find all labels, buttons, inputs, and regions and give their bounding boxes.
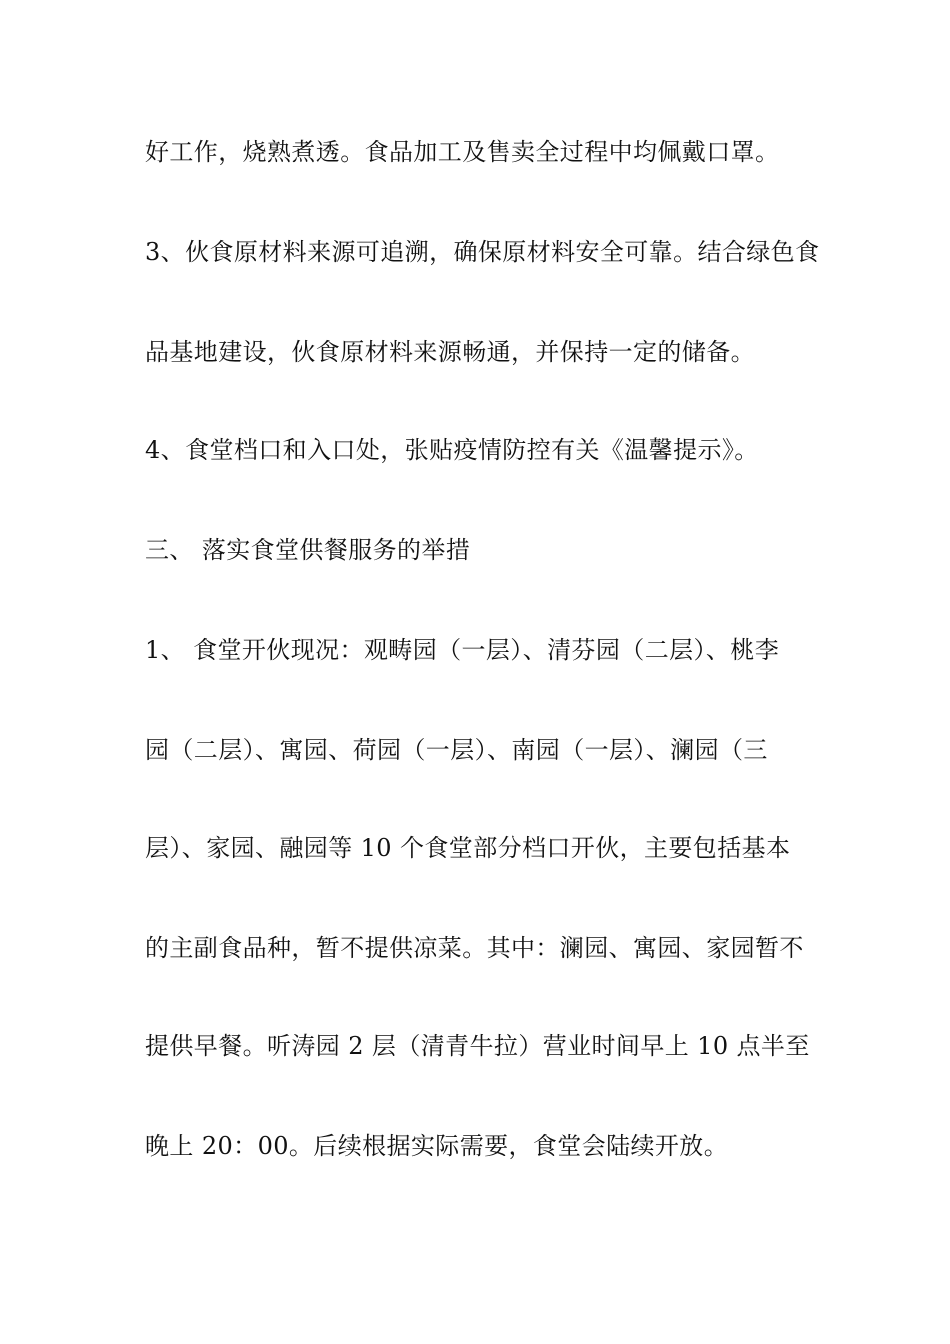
text-line: 好工作，烧熟煮透。食品加工及售卖全过程中均佩戴口罩。 xyxy=(145,138,780,166)
text-line: 4、食堂档口和入口处，张贴疫情防控有关《温馨提示》。 xyxy=(145,436,759,464)
text-line: 1、 食堂开伙现况：观畴园（一层）、清芬园（二层）、桃李 xyxy=(145,636,780,664)
text-line: 品基地建设，伙食原材料来源畅通，并保持一定的储备。 xyxy=(145,338,755,366)
text-line: 3、伙食原材料来源可追溯，确保原材料安全可靠。结合绿色食 xyxy=(145,238,820,266)
text-line: 园（二层）、寓园、荷园（一层）、南园（一层）、澜园（三 xyxy=(145,736,768,764)
text-line: 层）、家园、融园等 10 个食堂部分档口开伙，主要包括基本 xyxy=(145,834,791,862)
section-heading: 三、 落实食堂供餐服务的举措 xyxy=(145,536,471,564)
text-line: 提供早餐。听涛园 2 层（清青牛拉）营业时间早上 10 点半至 xyxy=(145,1032,810,1060)
text-line: 晚上 20：00。后续根据实际需要，食堂会陆续开放。 xyxy=(145,1132,729,1160)
text-line: 的主副食品种，暂不提供凉菜。其中：澜园、寓园、家园暂不 xyxy=(145,934,804,962)
